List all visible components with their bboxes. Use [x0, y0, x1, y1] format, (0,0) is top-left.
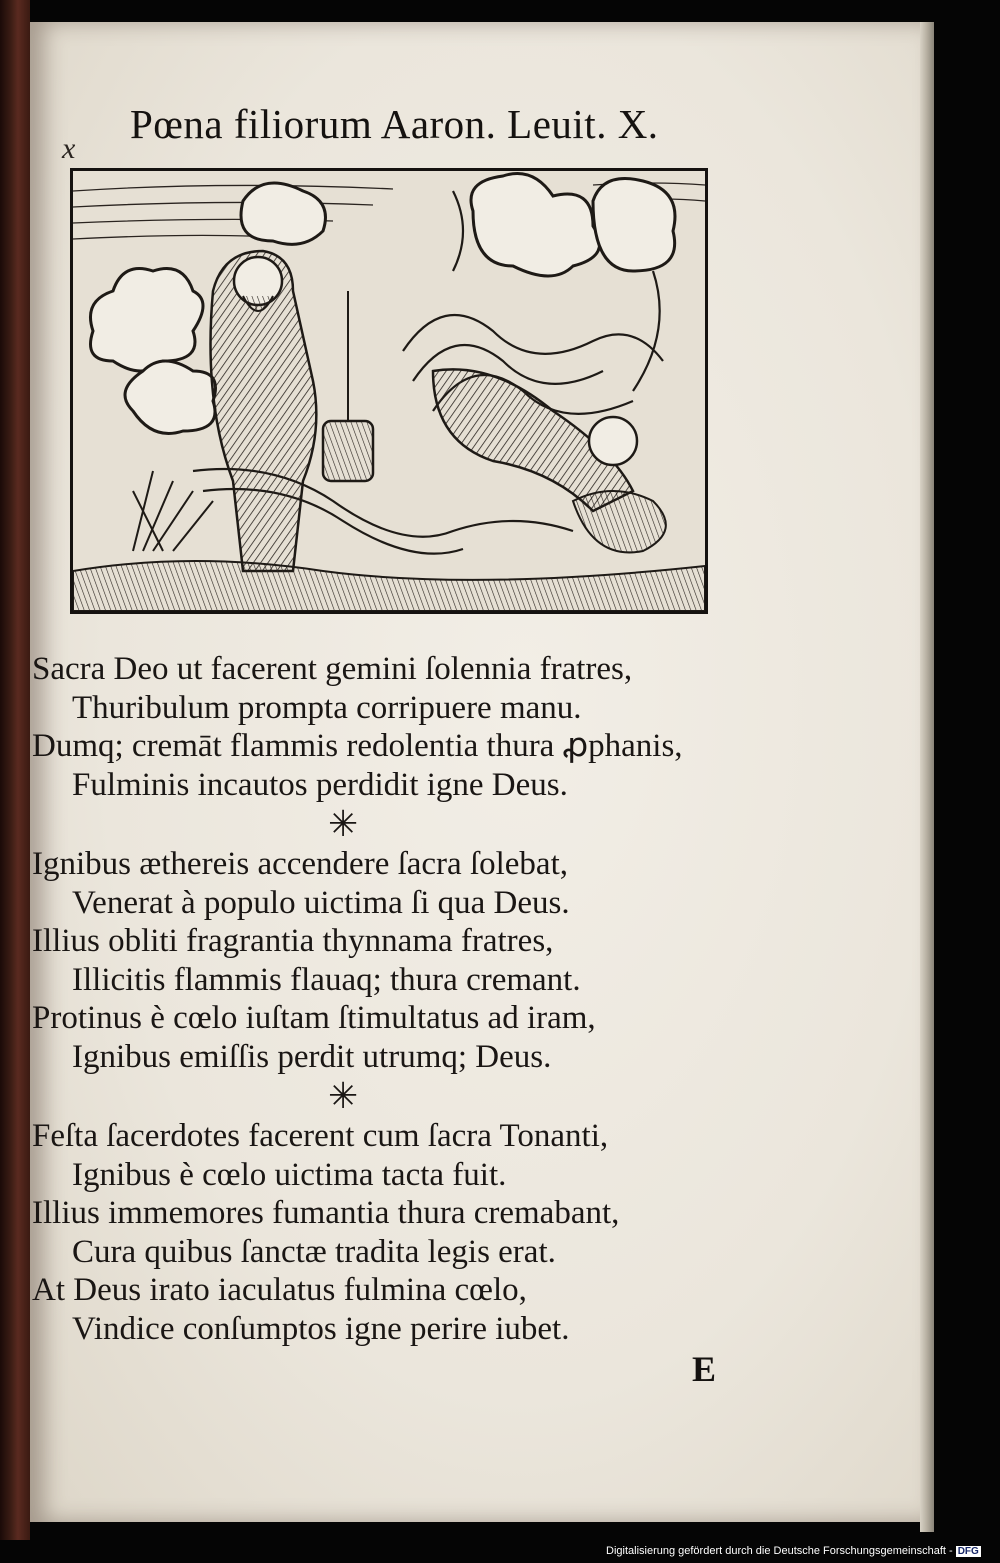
poem-line: Feſta ſacerdotes facerent cum ſacra Tonanti,	[32, 1118, 609, 1154]
digitization-footer	[606, 1545, 981, 1557]
poem-line: Cura quibus ſanctæ tradita legis erat.	[72, 1233, 556, 1270]
stanza-separator: ✳	[328, 1076, 359, 1116]
stanza-separator: ✳	[328, 804, 359, 844]
poem-line: Fulminis incautos perdidit igne Deus.	[72, 766, 568, 803]
poem-line: At Deus irato iaculatus fulmina cœlo,	[32, 1272, 527, 1308]
poem-line: Illius immemores fumantia thura cremabant,	[32, 1195, 620, 1231]
poem-line: Illius obliti fragrantia thynnama fratres,	[32, 923, 554, 959]
book-spine	[0, 0, 30, 1540]
poem-line: Ignibus emiſſis perdit utrumq; Deus.	[72, 1038, 552, 1075]
poem-line: Sacra Deo ut facerent gemini ſolennia fratres,	[32, 651, 633, 687]
page-edge	[920, 22, 934, 1532]
woodcut-illustration	[70, 168, 708, 614]
poem-line: Dumq; cremāt flammis redolentia thura ꝓphanis,	[32, 728, 683, 764]
signature-mark: E	[692, 1349, 717, 1389]
poem-line: Ignibus è cœlo uictima tacta fuit.	[72, 1156, 507, 1193]
poem-line: Protinus è cœlo iuſtam ſtimultatus ad iram,	[32, 1000, 596, 1036]
page-title: Pœna filiorum Aaron. Leuit. X.	[130, 101, 659, 147]
dfg-logo: DFG	[957, 1546, 979, 1557]
woodcut-image	[73, 171, 705, 611]
poem-line: Ignibus æthereis accendere ſacra ſolebat,	[32, 846, 568, 882]
poem-line: Thuribulum prompta corripuere manu.	[72, 689, 582, 726]
poem	[32, 650, 832, 1348]
footer-text: Digitalisierung gefördert durch die Deutsche Forschungsgemeinschaft -	[606, 1545, 953, 1557]
poem-line: Illicitis flammis flauaq; thura cremant.	[72, 961, 581, 998]
poem-line: Venerat à populo uictima ſi qua Deus.	[72, 884, 570, 921]
poem-line: Vindice conſumptos igne perire iubet.	[72, 1310, 570, 1347]
marginal-mark: x	[62, 132, 76, 165]
